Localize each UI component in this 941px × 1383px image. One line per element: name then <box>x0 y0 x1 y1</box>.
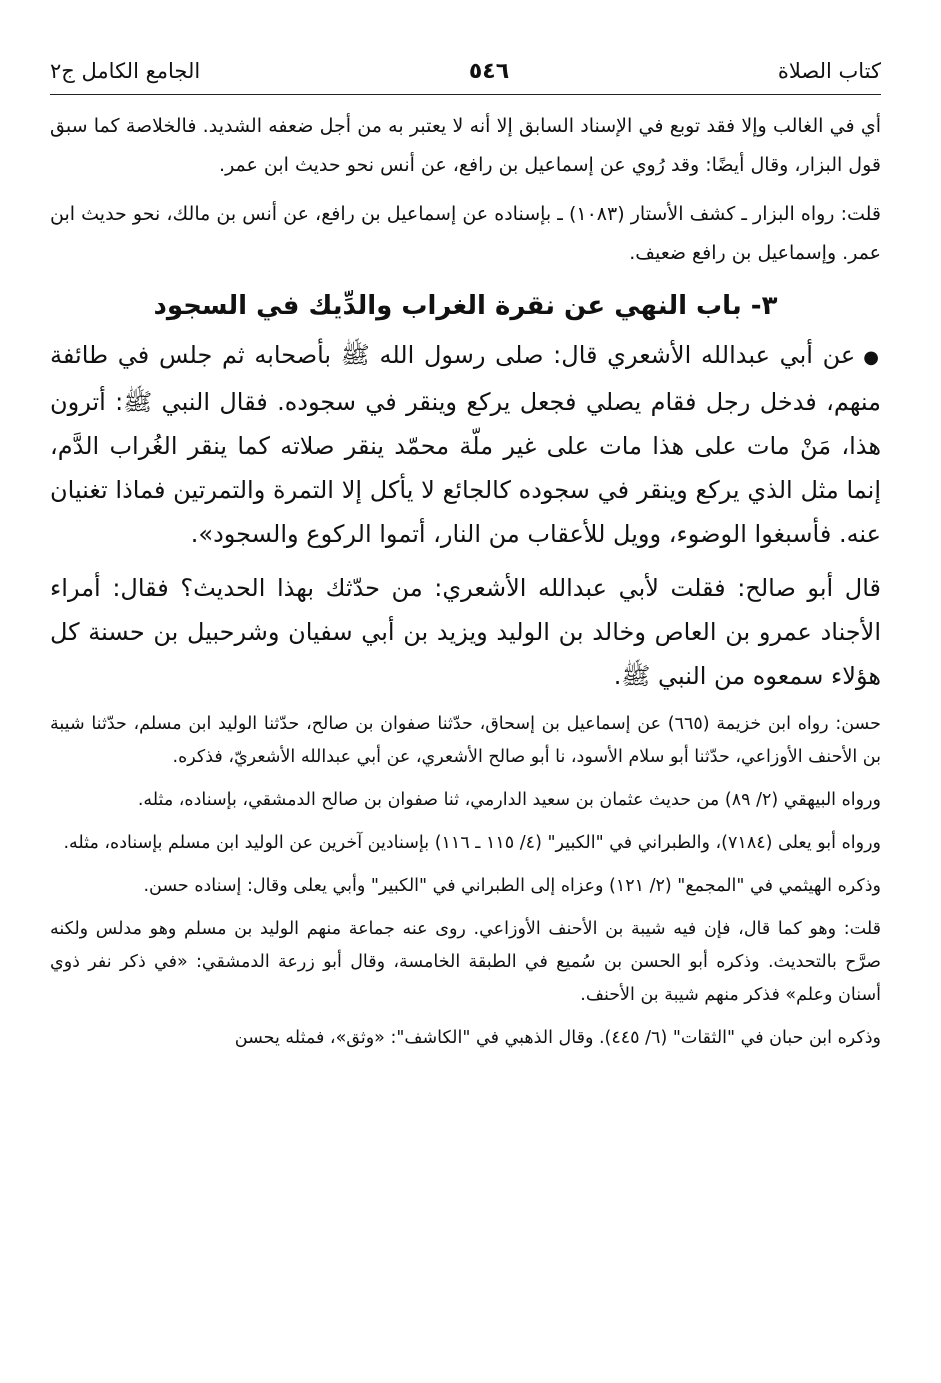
footnote-paragraph: ورواه أبو يعلى (٧١٨٤)، والطبراني في "الكبير" (٤/ ١١٥ ـ ١١٦) بإسنادين آخرين عن الوليد ابن مسلم بإسناده، مثله. <box>63 833 881 853</box>
footnote-paragraph: ورواه البيهقي (٢/ ٨٩) من حديث عثمان بن سعيد الدارمي، ثنا صفوان بن صالح الدمشقي، بإسناده، مثله. <box>137 790 881 810</box>
footnote-paragraph: حسن: رواه ابن خزيمة (٦٦٥) عن إسماعيل بن إسحاق، حدّثنا صفوان بن صالح، حدّثنا الوليد ابن مسلم، حدّثنا شيبة بن الأحنف الأوزاعي، حدّثنا أبو سلام الأسود، نا أبو صالح الأشعري، عن أبي عبدالله الأشعريّ، فذكره. <box>50 714 881 767</box>
book-page <box>50 55 881 1383</box>
footnote-paragraph: قلت: وهو كما قال، فإن فيه شيبة بن الأحنف الأوزاعي. روى عنه جماعة منهم الوليد بن مسلم وهو مدلس ولكنه صرَّح بالتحديث. وذكره أبو الحسن بن سُميع في الطبقة الخامسة، وقال أبو زرعة الدمشقي: «في ذكر نفر ذوي أسنان وعلم» فذكر منهم شيبة بن الأحنف. <box>50 919 881 1005</box>
hadith-body: عن أبي عبدالله الأشعري قال: صلى رسول الله ﷺ بأصحابه ثم جلس في طائفة منهم، فدخل رجل فقام يصلي فجعل يركع وينقر في سجوده. فقال النبي ﷺ: أترون هذا، مَنْ مات على هذا مات على غير ملّة محمّد ينقر صلاته كما ينقر الغُراب الدَّم، إنما مثل الذي يركع وينقر في سجوده كالجائع لا يأكل إلا التمرة والتمرتين فماذا تغنيان عنه. فأسبغوا الوضوء، وويل للأعقاب من النار، أتموا الركوع والسجود». <box>50 341 881 548</box>
commentary-paragraph: قلت: رواه البزار ـ كشف الأستار (١٠٨٣) ـ بإسناده عن إسماعيل بن رافع، عن أنس بن مالك، نحو حديث ابن عمر. وإسماعيل بن رافع ضعيف. <box>50 203 881 264</box>
footnote-paragraph: وذكره ابن حبان في "الثقات" (٦/ ٤٤٥). وقال الذهبي في "الكاشف": «وثق»، فمثله يحسن <box>234 1028 881 1048</box>
chapter-heading: ٣- باب النهي عن نقرة الغراب والدِّيك في السجود <box>153 291 778 321</box>
hadith-text <box>50 333 881 556</box>
footnote-paragraph: وذكره الهيثمي في "المجمع" (٢/ ١٢١) وعزاه إلى الطبراني في "الكبير" وأبي يعلى وقال: إسناده حسن. <box>143 876 881 896</box>
narrator-paragraph: قال أبو صالح: فقلت لأبي عبدالله الأشعري: من حدّثك بهذا الحديث؟ فقال: أمراء الأجناد عمرو بن العاص وخالد بن الوليد ويزيد بن أبي سفيان وشرحبيل بن حسنة كل هؤلاء سمعوه من النبي ﷺ. <box>50 574 881 690</box>
page-number: ٥٤٦ <box>468 59 510 84</box>
volume-title: الجامع الكامل ج٢ <box>50 59 201 83</box>
bullet-icon: ● <box>863 347 881 368</box>
book-section-title: كتاب الصلاة <box>777 59 881 83</box>
commentary-paragraph: أي في الغالب وإلا فقد توبع في الإسناد السابق إلا أنه لا يعتبر به من أجل ضعفه الشديد. فالخلاصة كما سبق قول البزار، وقال أيضًا: وقد رُوي عن إسماعيل بن رافع، عن أنس نحو حديث ابن عمر. <box>50 115 881 176</box>
running-header <box>50 55 881 95</box>
